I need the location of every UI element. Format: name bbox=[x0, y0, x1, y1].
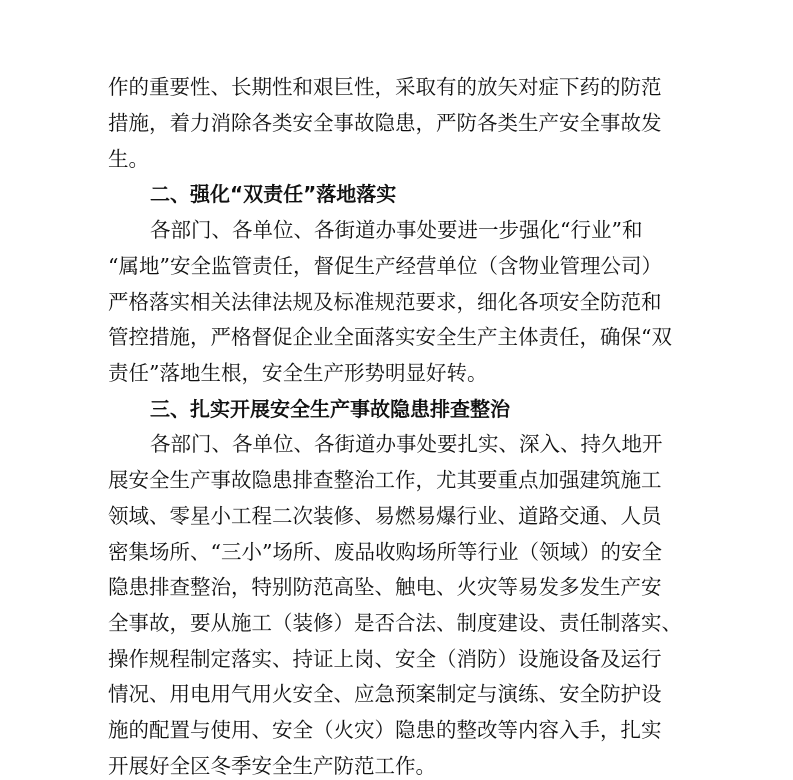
paragraph-line: 情况、用电用气用火安全、应急预案制定与演练、安全防护设 bbox=[108, 682, 662, 706]
paragraph-line: 密集场所、“三小”场所、废品收购场所等行业（领域）的安全 bbox=[108, 540, 662, 564]
paragraph-line: 措施，着力消除各类安全事故隐患，严防各类生产安全事故发 bbox=[108, 111, 662, 135]
paragraph-line: 生。 bbox=[108, 147, 149, 171]
paragraph-line: 责任”落地生根，安全生产形势明显好转。 bbox=[108, 361, 488, 385]
paragraph-line: 领域、零星小工程二次装修、易燃易爆行业、道路交通、人员 bbox=[108, 504, 662, 528]
paragraph-line: 作的重要性、长期性和艰巨性，采取有的放矢对症下药的防范 bbox=[108, 75, 662, 99]
section-heading: 三、扎实开展安全生产事故隐患排查整治 bbox=[150, 397, 510, 421]
paragraph-line: 施的配置与使用、安全（火灾）隐患的整改等内容入手，扎实 bbox=[108, 718, 662, 742]
paragraph-line: “属地”安全监管责任，督促生产经营单位（含物业管理公司） bbox=[108, 254, 662, 278]
paragraph-line: 展安全生产事故隐患排查整治工作，尤其要重点加强建筑施工 bbox=[108, 468, 662, 492]
paragraph-line: 严格落实相关法律法规及标准规范要求，细化各项安全防范和 bbox=[108, 290, 662, 314]
paragraph-line: 操作规程制定落实、持证上岗、安全（消防）设施设备及运行 bbox=[108, 647, 662, 671]
paragraph-line: 各部门、各单位、各街道办事处要扎实、深入、持久地开 bbox=[150, 432, 663, 456]
section-heading: 二、强化“双责任”落地落实 bbox=[150, 182, 397, 206]
paragraph-line: 管控措施，严格督促企业全面落实安全生产主体责任，确保“双 bbox=[108, 325, 672, 349]
paragraph-line: 隐患排查整治，特别防范高坠、触电、火灾等易发多发生产安 bbox=[108, 575, 662, 599]
paragraph-line: 开展好全区冬季安全生产防范工作。 bbox=[108, 754, 436, 778]
paragraph-line: 各部门、各单位、各街道办事处要进一步强化“行业”和 bbox=[150, 218, 643, 242]
paragraph-line: 全事故，要从施工（装修）是否合法、制度建设、责任制落实、 bbox=[108, 611, 682, 635]
